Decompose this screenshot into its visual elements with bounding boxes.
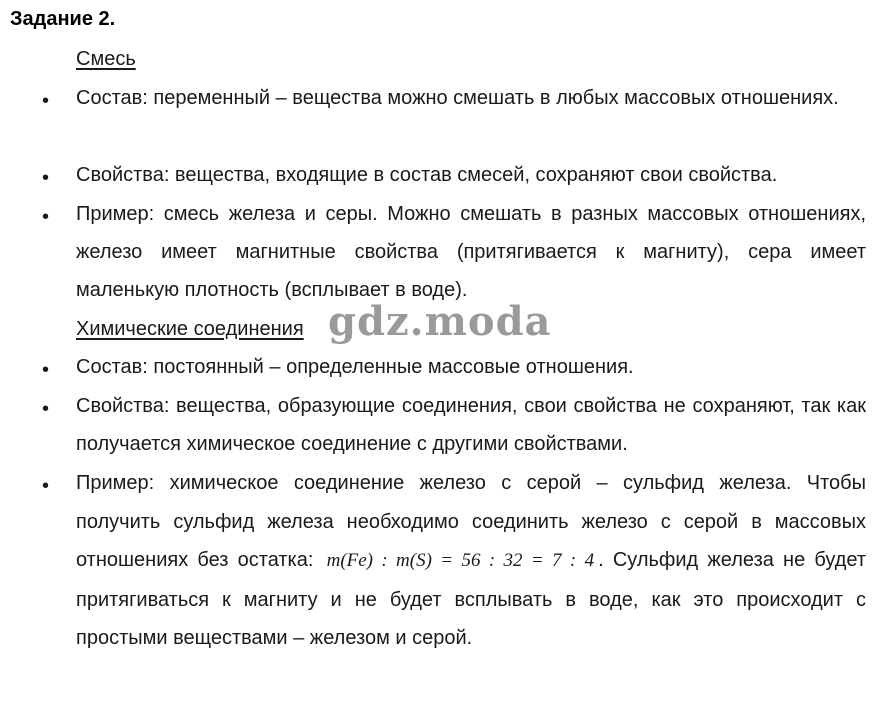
bullet-icon: • <box>42 359 50 381</box>
example-text-start: Пример: химическое соединение железо с серой – сульфид железа. Чтобы получить сульфид железа необходимо соединить железо с серой в массовых отношениях без остатка: <box>76 472 866 571</box>
compound-example-item <box>76 464 866 658</box>
mixture-heading: Смесь <box>76 48 136 70</box>
watermark-logo: gdz.moda <box>328 298 552 345</box>
bullet-icon: • <box>42 475 50 497</box>
compound-heading: Химические соединения <box>76 318 304 340</box>
task-title: Задание 2. <box>10 8 116 30</box>
bullet-icon: • <box>42 206 50 228</box>
compound-composition-item: Состав: постоянный – определенные массовые отношения. <box>76 356 634 378</box>
compound-properties-item: Свойства: вещества, образующие соединения, свои свойства не сохраняют, так как получается химическое соединение с другими свойствами. <box>76 395 866 455</box>
bullet-icon: • <box>42 167 50 189</box>
bullet-icon: • <box>42 398 50 420</box>
mixture-composition-item: Состав: переменный – вещества можно смешать в любых массовых отношениях. <box>76 87 839 109</box>
mass-ratio-formula: m(Fe) : m(S) = 56 : 32 = 7 : 4 <box>326 550 595 571</box>
mixture-properties-item: Свойства: вещества, входящие в состав смесей, сохраняют свои свойства. <box>76 164 778 186</box>
example-text-end: . Сульфид железа не будет притягиваться к магниту и не будет всплывать в воде, как это происходит с простыми веществами – железом и серой. <box>76 549 866 649</box>
mixture-example-item: Пример: смесь железа и серы. Можно смешать в разных массовых отношениях, железо имеет магнитные свойства (притягивается к магниту), сера имеет маленькую плотность (всплывает в воде). <box>76 203 866 301</box>
bullet-icon: • <box>42 90 50 112</box>
